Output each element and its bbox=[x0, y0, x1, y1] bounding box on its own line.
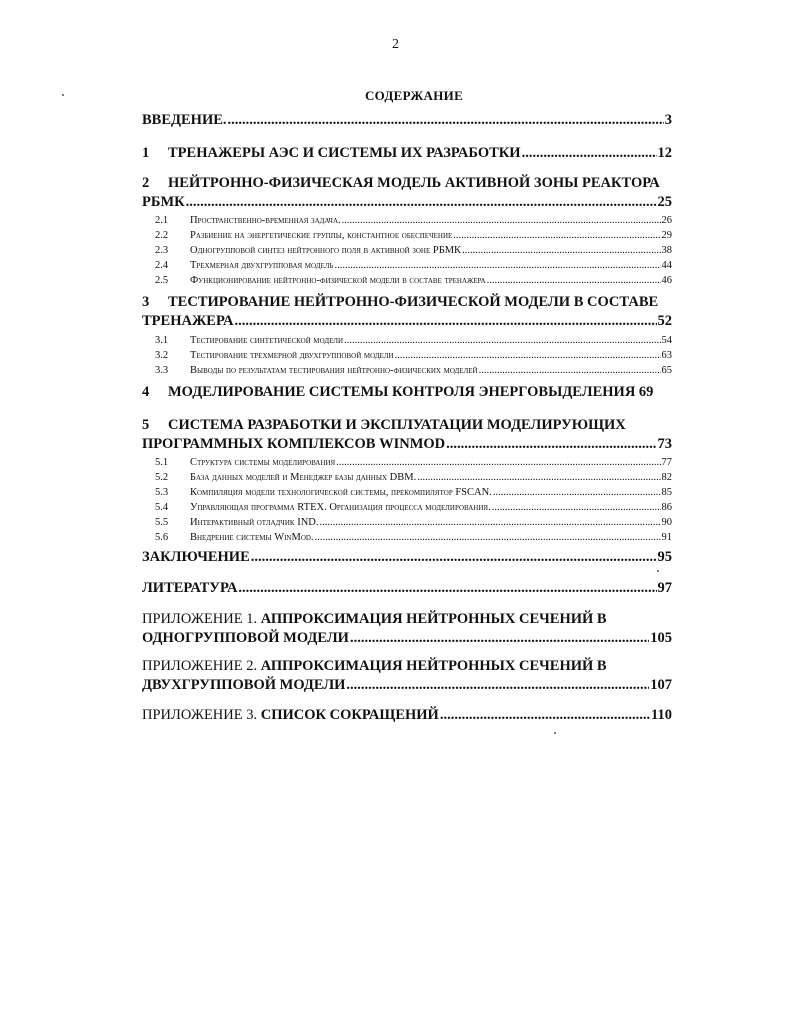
entry-label-line2: ОДНОГРУППОВОЙ МОДЕЛИ bbox=[142, 630, 349, 646]
entry-label-line2: РБМК bbox=[142, 194, 185, 210]
leader-dots bbox=[492, 501, 661, 515]
section-label: Интерактивный отладчик IND. bbox=[190, 517, 319, 528]
chapter-number: 4 bbox=[142, 384, 150, 400]
leader-dots bbox=[228, 111, 664, 129]
section-page: 86 bbox=[661, 502, 672, 513]
leader-dots bbox=[446, 435, 656, 454]
section-number: 5.2 bbox=[155, 472, 169, 483]
toc-entry-chapter-5[interactable] bbox=[142, 416, 672, 454]
section-page: 65 bbox=[661, 365, 672, 376]
section-page: 91 bbox=[661, 532, 672, 543]
entry-label-line1: АППРОКСИМАЦИЯ НЕЙТРОННЫХ СЕЧЕНИЙ В bbox=[260, 658, 607, 674]
entry-label-line1: АППРОКСИМАЦИЯ НЕЙТРОННЫХ СЕЧЕНИЙ В bbox=[260, 611, 607, 627]
entry-label-line2: ПРОГРАММНЫХ КОМПЛЕКСОВ WINMOD bbox=[142, 436, 446, 452]
section-page: 46 bbox=[661, 275, 672, 286]
section-label: Тестирование синтетической модели bbox=[190, 335, 344, 346]
section-number: 5.4 bbox=[155, 502, 169, 513]
leader-dots bbox=[440, 706, 650, 725]
chapter-number: 3 bbox=[142, 294, 150, 310]
entry-label: МОДЕЛИРОВАНИЕ СИСТЕМЫ КОНТРОЛЯ ЭНЕРГОВЫДЕЛЕНИЯ 69 bbox=[168, 384, 654, 400]
appendix-prefix: ПРИЛОЖЕНИЕ 1. bbox=[142, 611, 258, 627]
entry-label: ЗАКЛЮЧЕНИЕ bbox=[142, 549, 250, 565]
entry-page: 107 bbox=[650, 677, 672, 693]
entry-label-line1: ТЕСТИРОВАНИЕ НЕЙТРОННО-ФИЗИЧЕСКОЙ МОДЕЛИ В СОСТАВЕ bbox=[168, 294, 659, 310]
toc-entry-chapter-2[interactable] bbox=[142, 174, 672, 212]
page-number: 2 bbox=[392, 37, 399, 52]
section-label: Структура системы моделирования bbox=[190, 457, 336, 468]
leader-dots bbox=[395, 349, 661, 363]
section-number: 5.3 bbox=[155, 487, 169, 498]
section-number: 3.3 bbox=[155, 365, 169, 376]
section-number: 5.1 bbox=[155, 457, 169, 468]
leader-dots bbox=[234, 312, 656, 331]
leader-dots bbox=[479, 364, 661, 378]
entry-page: 73 bbox=[657, 436, 672, 452]
appendix-prefix: ПРИЛОЖЕНИЕ 2. bbox=[142, 658, 258, 674]
section-page: 38 bbox=[661, 245, 672, 256]
section-number: 2.2 bbox=[155, 230, 169, 241]
entry-page: 97 bbox=[657, 580, 672, 596]
section-label: База данных моделей и Менеджер базы данных DBM. bbox=[190, 472, 417, 483]
section-label: Пространственно-временная задача. bbox=[190, 215, 341, 226]
toc-entry-references[interactable] bbox=[142, 579, 672, 597]
entry-label-line2: ТРЕНАЖЕРА bbox=[142, 313, 234, 329]
toc-entry-introduction[interactable] bbox=[142, 111, 672, 129]
entry-page: 25 bbox=[657, 194, 672, 210]
leader-dots bbox=[342, 214, 661, 228]
toc-title: СОДЕРЖАНИЕ bbox=[364, 88, 464, 103]
section-label: Разбиение на энергетические группы, константное обеспечение bbox=[190, 230, 453, 241]
entry-label-line1: СИСТЕМА РАЗРАБОТКИ И ЭКСПЛУАТАЦИИ МОДЕЛИРУЮЩИХ bbox=[168, 417, 626, 433]
section-page: 29 bbox=[661, 230, 672, 241]
leader-dots bbox=[320, 516, 661, 530]
section-label: Выводы по результатам тестирования нейтронно-физических моделей bbox=[190, 365, 478, 376]
leader-dots bbox=[334, 259, 660, 273]
toc-entry-appendix-1[interactable] bbox=[142, 610, 672, 648]
section-number: 5.6 bbox=[155, 532, 169, 543]
section-label: Трехмерная двухгрупповая модель bbox=[190, 260, 334, 271]
toc-entry-chapter-1[interactable] bbox=[142, 144, 672, 163]
leader-dots bbox=[417, 471, 660, 485]
section-page: 90 bbox=[661, 517, 672, 528]
toc-entry-appendix-2[interactable] bbox=[142, 657, 672, 695]
section-number: 2.1 bbox=[155, 215, 169, 226]
leader-dots bbox=[344, 334, 660, 348]
section-number: 2.3 bbox=[155, 245, 169, 256]
entry-label: ТРЕНАЖЕРЫ АЭС И СИСТЕМЫ ИХ РАЗРАБОТКИ bbox=[168, 145, 521, 161]
entry-page: 3 bbox=[664, 112, 672, 128]
section-label: Компиляция модели технологической системы, прекомпилятор FSCAN. bbox=[190, 487, 492, 498]
section-number: 5.5 bbox=[155, 517, 169, 528]
entry-label-line2: ДВУХГРУППОВОЙ МОДЕЛИ bbox=[142, 677, 346, 693]
section-page: 82 bbox=[661, 472, 672, 483]
entry-page: 110 bbox=[651, 707, 672, 723]
section-number: 3.1 bbox=[155, 335, 169, 346]
entry-label-line1: НЕЙТРОННО-ФИЗИЧЕСКАЯ МОДЕЛЬ АКТИВНОЙ ЗОНЫ РЕАКТОРА bbox=[168, 175, 660, 191]
leader-dots bbox=[487, 274, 661, 288]
section-label: Функционирование нейтронно-физической модели в составе тренажера bbox=[190, 275, 486, 286]
leader-dots bbox=[493, 486, 661, 500]
scan-speck bbox=[554, 732, 556, 734]
section-page: 63 bbox=[661, 350, 672, 361]
section-label: Управляющая программа RTEX. Организация процесса моделирования. bbox=[190, 502, 491, 513]
section-number: 3.2 bbox=[155, 350, 169, 361]
entry-label: ВВЕДЕНИЕ. bbox=[142, 112, 227, 128]
leader-dots bbox=[462, 244, 660, 258]
toc-entry-conclusion[interactable] bbox=[142, 548, 672, 566]
leader-dots bbox=[453, 229, 660, 243]
leader-dots bbox=[336, 456, 660, 470]
leader-dots bbox=[522, 144, 657, 163]
leader-dots bbox=[350, 629, 649, 648]
section-number: 2.5 bbox=[155, 275, 169, 286]
section-page: 85 bbox=[661, 487, 672, 498]
chapter-number: 2 bbox=[142, 175, 150, 191]
leader-dots bbox=[251, 548, 657, 566]
leader-dots bbox=[346, 676, 649, 695]
chapter-number: 5 bbox=[142, 417, 150, 433]
scan-speck bbox=[657, 570, 659, 572]
entry-page: 12 bbox=[657, 145, 672, 161]
chapter-number: 1 bbox=[142, 145, 150, 161]
section-label: Одногрупповой синтез нейтронного поля в активной зоне РБМК bbox=[190, 245, 462, 256]
section-page: 26 bbox=[661, 215, 672, 226]
leader-dots bbox=[186, 193, 657, 212]
section-label: Внедрение системы WinMod. bbox=[190, 532, 314, 543]
appendix-prefix: ПРИЛОЖЕНИЕ 3. bbox=[142, 707, 258, 723]
entry-label: ЛИТЕРАТУРА bbox=[142, 580, 238, 596]
entry-label: СПИСОК СОКРАЩЕНИЙ bbox=[260, 707, 439, 723]
scan-speck bbox=[62, 94, 64, 96]
leader-dots bbox=[315, 531, 661, 545]
section-page: 77 bbox=[661, 457, 672, 468]
entry-page: 52 bbox=[657, 313, 672, 329]
entry-page: 105 bbox=[650, 630, 672, 646]
toc-entry-appendix-3[interactable] bbox=[142, 706, 672, 725]
toc-entry-chapter-3[interactable] bbox=[142, 293, 672, 331]
section-label: Тестирование трехмерной двухгрупповой модели bbox=[190, 350, 394, 361]
section-page: 44 bbox=[661, 260, 672, 271]
leader-dots bbox=[238, 579, 656, 597]
entry-page: 95 bbox=[657, 549, 672, 565]
section-number: 2.4 bbox=[155, 260, 169, 271]
section-page: 54 bbox=[661, 335, 672, 346]
toc-entry-chapter-4[interactable] bbox=[142, 383, 672, 402]
